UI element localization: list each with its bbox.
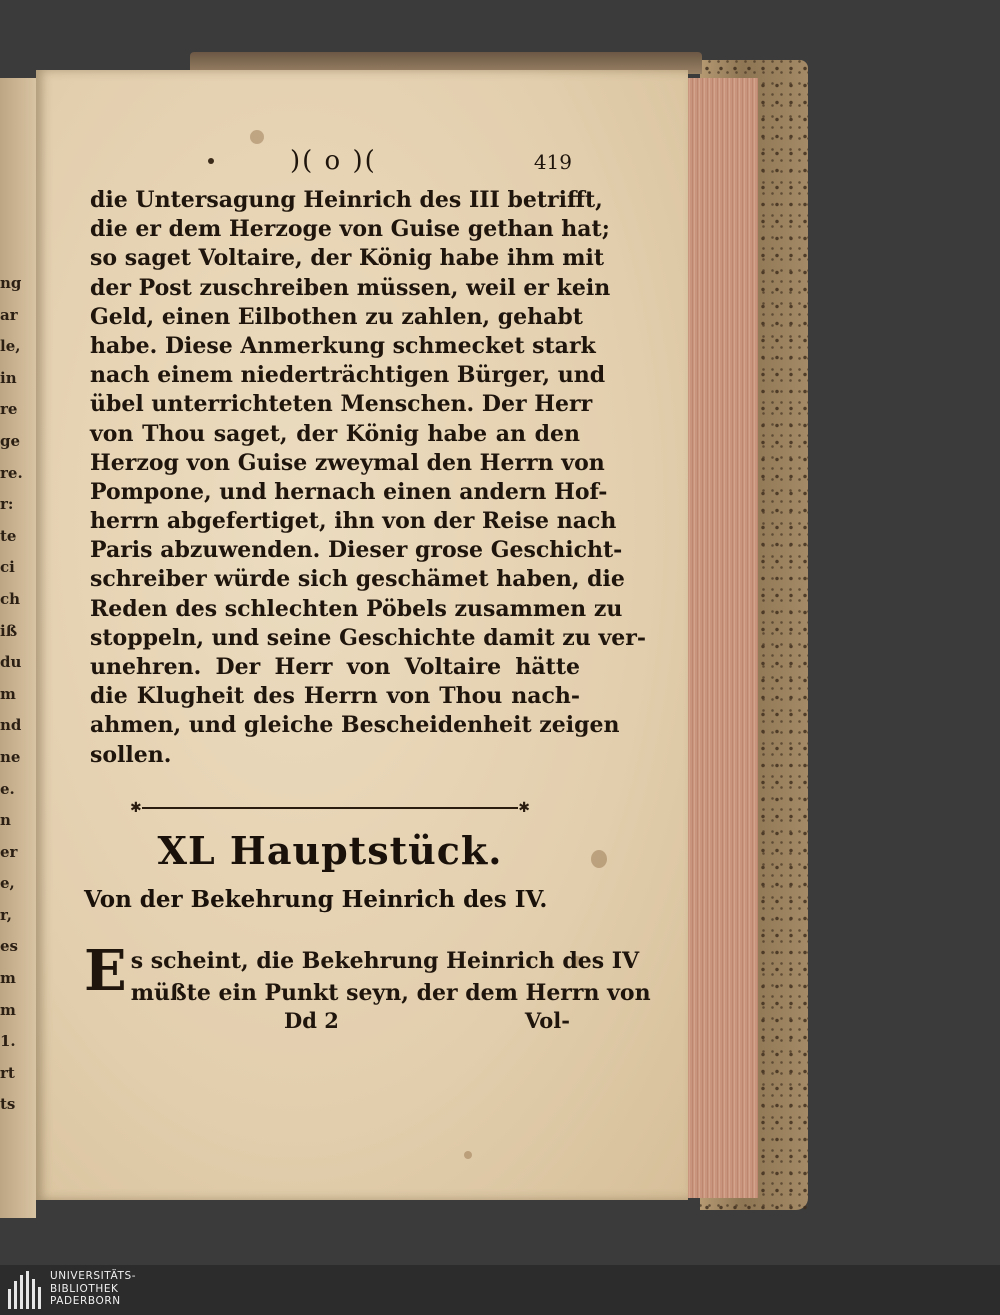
text-line: Paris abzuwenden. Dieser grose Geschicht- [90,537,623,564]
left-page-fragment: r: [0,495,14,514]
left-page-fragment: e. [0,779,15,798]
left-page-fragment: iß [0,621,18,640]
divider-star-icon: ✱ [130,800,142,816]
paper-stain [250,130,264,144]
chapter-paragraph [84,938,651,1009]
text-line: die er dem Herzoge von Guise gethan hat; [90,216,610,243]
text-line: Geld, einen Eilbothen zu zahlen, gehabt [90,303,583,330]
left-page-fragment: in [0,368,17,387]
chapter-subtitle: Von der Bekehrung Heinrich des IV. [84,886,548,913]
left-page-fragment: m [0,1000,16,1019]
left-page-fragment: re. [0,463,23,482]
left-page-fragment: er [0,842,18,861]
left-page-fragment: du [0,653,22,672]
text-line: ahmen, und gleiche Bescheidenheit zeigen [90,712,620,739]
page-footer-line [284,1008,570,1038]
page-fore-edge [684,78,758,1198]
text-line: die Untersagung Heinrich des III betrifft, [90,187,603,213]
logo-line: UNIVERSITÄTS- [50,1270,137,1282]
text-line: s scheint, die Bekehrung Heinrich des IV [130,948,640,974]
paper-stain [591,850,607,868]
text-line: sollen. [90,741,172,768]
library-footer-bar [0,1265,1000,1315]
left-page-fragment: te [0,526,17,545]
text-line: übel unterrichteten Menschen. Der Herr [90,391,593,418]
left-page-fragment: ne [0,747,21,766]
text-line: Herzog von Guise zweymal den Herrn von [90,449,605,476]
text-line: nach einem niederträchtigen Bürger, und [90,362,606,389]
left-page-fragment: rt [0,1063,15,1082]
text-line: unehren. Der Herr von Voltaire hätte [90,654,580,680]
logo-line: PADERBORN [50,1295,121,1307]
left-page-fragment: m [0,969,16,988]
running-header [200,148,580,178]
body-text [90,186,646,770]
left-page-fragment: m [0,684,16,703]
divider-line [142,807,518,809]
left-page-fragment: es [0,937,18,956]
left-page-fragment: re [0,400,18,419]
left-page-fragment: nd [0,716,22,735]
left-page-text-fragments [0,268,23,1121]
text-line: die Klugheit des Herrn von Thou nach- [90,683,580,710]
left-page-fragment: ge [0,431,21,450]
library-logo-text [50,1270,136,1308]
left-page [0,78,36,1218]
text-line: habe. Diese Anmerkung schmecket stark [90,332,596,359]
chapter-title: XL Hauptstück. [157,828,503,873]
header-ornament: )( o )( [290,146,377,176]
logo-line: BIBLIOTHEK [50,1282,119,1295]
left-page-fragment: 1. [0,1032,16,1051]
text-line: so saget Voltaire, der König habe ihm mit [90,245,605,272]
text-line: Reden des schlechten Pöbels zusammen zu [90,595,623,622]
library-logo-icon [8,1271,42,1309]
left-page-fragment: e, [0,874,15,893]
left-page-fragment: r, [0,905,13,924]
text-line: der Post zuschreiben müssen, weil er kein [90,274,611,301]
divider-star-icon: ✱ [518,800,530,816]
left-page-fragment: ch [0,589,21,608]
left-page-fragment: ci [0,558,15,577]
signature-mark: Dd 2 [284,1008,339,1033]
paper-stain [464,1151,472,1159]
left-page-fragment: n [0,811,11,830]
ornament-dot [208,158,214,164]
text-line: Pompone, und hernach einen andern Hof- [90,478,608,505]
drop-cap: E [84,938,127,1004]
text-line: stoppeln, und seine Geschichte damit zu ver- [90,624,646,651]
text-line: herrn abgefertiget, ihn von der Reise nach [90,508,617,535]
text-line: schreiber würde sich geschämet haben, die [90,566,625,593]
page-number: 419 [533,150,572,174]
left-page-fragment: le, [0,337,21,356]
catchword: Vol- [524,1008,570,1033]
left-page-fragment: ar [0,305,18,324]
text-line: müßte ein Punkt seyn, der dem Herrn von [130,980,651,1006]
text-line: von Thou saget, der König habe an den [90,420,580,447]
left-page-fragment: ng [0,274,22,292]
left-page-fragment: ts [0,1095,16,1114]
section-divider [130,800,530,816]
